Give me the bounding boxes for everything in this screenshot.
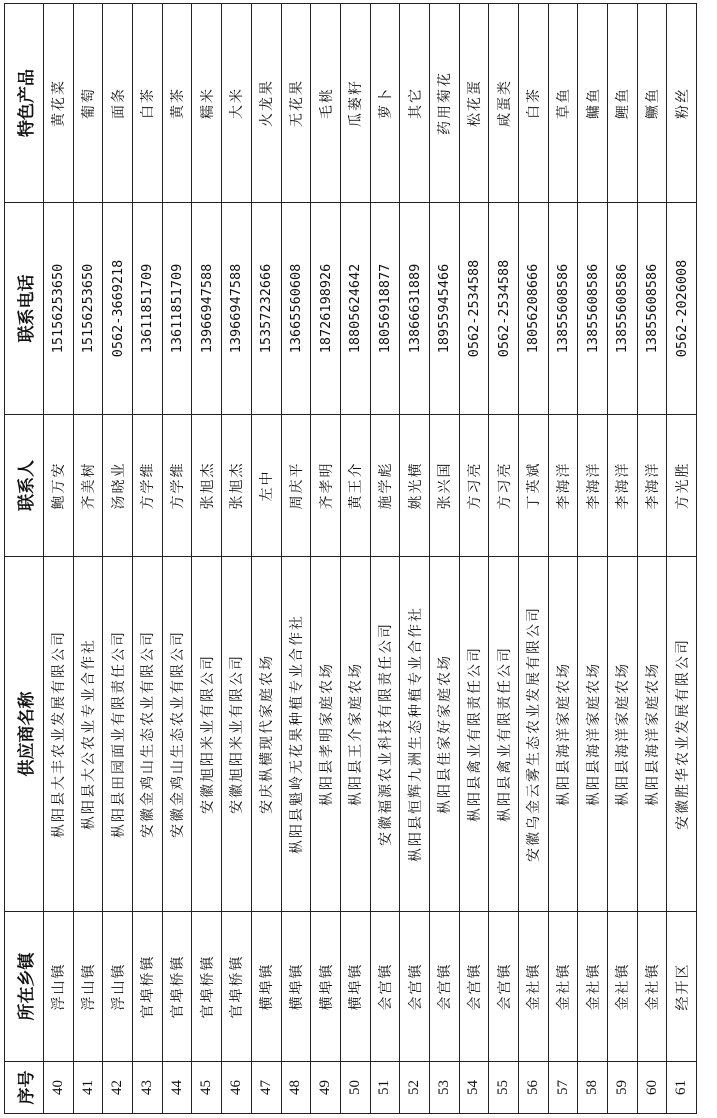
cell-township: 金社镇 — [637, 912, 667, 1062]
cell-phone: 0562-2026008 — [667, 203, 697, 415]
cell-contact: 方学维 — [133, 415, 163, 557]
cell-township: 横埠镇 — [311, 912, 341, 1062]
header-township: 所在乡镇 — [5, 912, 44, 1062]
cell-index: 45 — [192, 1062, 222, 1114]
cell-phone: 13866631889 — [400, 203, 430, 415]
table-row — [133, 4, 163, 1114]
table-row — [519, 4, 549, 1114]
cell-supplier: 安徽旭阳米业有限公司 — [192, 557, 222, 912]
cell-index: 56 — [519, 1062, 549, 1114]
cell-index: 46 — [222, 1062, 252, 1114]
cell-phone: 15156253650 — [73, 203, 103, 415]
cell-phone: 0562-3669218 — [103, 203, 133, 415]
cell-contact: 汤晓业 — [103, 415, 133, 557]
cell-index: 48 — [281, 1062, 311, 1114]
cell-product: 药用菊花 — [429, 4, 459, 203]
cell-supplier: 安徽旭阳米业有限公司 — [222, 557, 252, 912]
cell-township: 横埠镇 — [340, 912, 370, 1062]
table-row — [222, 4, 252, 1114]
cell-supplier: 枞阳县禽业有限责任公司 — [459, 557, 489, 912]
cell-index: 50 — [340, 1062, 370, 1114]
cell-contact: 施学彪 — [370, 415, 400, 557]
cell-supplier: 枞阳县海洋家庭农场 — [578, 557, 608, 912]
cell-product: 白茶 — [519, 4, 549, 203]
cell-product: 面条 — [103, 4, 133, 203]
cell-phone: 18726198926 — [311, 203, 341, 415]
cell-index: 57 — [548, 1062, 578, 1114]
table-row — [103, 4, 133, 1114]
header-supplier: 供应商名称 — [5, 557, 44, 912]
cell-index: 52 — [400, 1062, 430, 1114]
header-contact: 联系人 — [5, 415, 44, 557]
cell-contact: 李海洋 — [548, 415, 578, 557]
cell-phone: 13665560608 — [281, 203, 311, 415]
cell-index: 43 — [133, 1062, 163, 1114]
cell-contact: 方习亮 — [459, 415, 489, 557]
cell-index: 61 — [667, 1062, 697, 1114]
cell-contact: 李海洋 — [578, 415, 608, 557]
header-index: 序号 — [5, 1062, 44, 1114]
table-row — [548, 4, 578, 1114]
cell-township: 会宫镇 — [370, 912, 400, 1062]
cell-supplier: 安徽金鸡山生态农业有限公司 — [133, 557, 163, 912]
cell-supplier: 安徽胜华农业发展有限公司 — [667, 557, 697, 912]
cell-phone: 13855608586 — [548, 203, 578, 415]
cell-supplier: 枞阳县大公农业专业合作社 — [73, 557, 103, 912]
cell-index: 47 — [251, 1062, 281, 1114]
cell-phone: 18056208666 — [519, 203, 549, 415]
cell-product: 萝卜 — [370, 4, 400, 203]
header-product: 特色产品 — [5, 4, 44, 203]
cell-phone: 15357232666 — [251, 203, 281, 415]
table-row — [578, 4, 608, 1114]
cell-township: 官埠桥镇 — [162, 912, 192, 1062]
cell-product: 糯米 — [192, 4, 222, 203]
cell-supplier: 枞阳县恒辉九洲生态种植专业合作社 — [400, 557, 430, 912]
table-row — [400, 4, 430, 1114]
cell-township: 浮山镇 — [44, 912, 74, 1062]
cell-product: 毛桃 — [311, 4, 341, 203]
cell-contact: 周庆平 — [281, 415, 311, 557]
cell-phone: 13611851709 — [133, 203, 163, 415]
cell-supplier: 枞阳县禽业有限责任公司 — [489, 557, 519, 912]
cell-contact: 丁英斌 — [519, 415, 549, 557]
cell-index: 58 — [578, 1062, 608, 1114]
cell-contact: 方学维 — [162, 415, 192, 557]
header-row — [5, 4, 44, 1114]
cell-product: 咸蛋类 — [489, 4, 519, 203]
cell-contact: 张兴国 — [429, 415, 459, 557]
cell-product: 草鱼 — [548, 4, 578, 203]
cell-township: 金社镇 — [548, 912, 578, 1062]
cell-index: 53 — [429, 1062, 459, 1114]
cell-contact: 鲍万安 — [44, 415, 74, 557]
cell-township: 会宫镇 — [429, 912, 459, 1062]
table-row — [162, 4, 192, 1114]
cell-phone: 15156253650 — [44, 203, 74, 415]
cell-index: 49 — [311, 1062, 341, 1114]
cell-product: 黄花菜 — [44, 4, 74, 203]
cell-product: 白茶 — [133, 4, 163, 203]
cell-contact: 李海洋 — [608, 415, 638, 557]
cell-supplier: 枞阳县魁岭无花果种植专业合作社 — [281, 557, 311, 912]
cell-product: 火龙果 — [251, 4, 281, 203]
cell-phone: 18955945466 — [429, 203, 459, 415]
cell-product: 鲤鱼 — [608, 4, 638, 203]
cell-contact: 黄王介 — [340, 415, 370, 557]
cell-phone: 13966947588 — [192, 203, 222, 415]
cell-supplier: 枞阳县田园面业有限责任公司 — [103, 557, 133, 912]
cell-phone: 0562-2534588 — [459, 203, 489, 415]
cell-township: 会宫镇 — [400, 912, 430, 1062]
cell-township: 官埠桥镇 — [222, 912, 252, 1062]
cell-index: 54 — [459, 1062, 489, 1114]
cell-supplier: 枞阳县孝明家庭农场 — [311, 557, 341, 912]
cell-contact: 张旭杰 — [192, 415, 222, 557]
cell-index: 42 — [103, 1062, 133, 1114]
cell-index: 59 — [608, 1062, 638, 1114]
cell-index: 40 — [44, 1062, 74, 1114]
table-row — [281, 4, 311, 1114]
cell-index: 55 — [489, 1062, 519, 1114]
cell-township: 会宫镇 — [489, 912, 519, 1062]
cell-contact: 姚光横 — [400, 415, 430, 557]
table-row — [370, 4, 400, 1114]
cell-supplier: 安庆枞横现代家庭农场 — [251, 557, 281, 912]
supplier-table — [4, 3, 697, 1114]
table-row — [192, 4, 222, 1114]
cell-township: 会宫镇 — [459, 912, 489, 1062]
cell-phone: 13966947588 — [222, 203, 252, 415]
cell-supplier: 枞阳县海洋家庭农场 — [608, 557, 638, 912]
cell-product: 粉丝 — [667, 4, 697, 203]
table-row — [489, 4, 519, 1114]
cell-supplier: 枞阳县佳家好家庭农场 — [429, 557, 459, 912]
cell-contact: 张旭杰 — [222, 415, 252, 557]
cell-phone: 13611851709 — [162, 203, 192, 415]
cell-phone: 18805624642 — [340, 203, 370, 415]
table-row — [311, 4, 341, 1114]
cell-product: 无花果 — [281, 4, 311, 203]
table-row — [340, 4, 370, 1114]
cell-product: 瓜蒌籽 — [340, 4, 370, 203]
table-row — [608, 4, 638, 1114]
cell-supplier: 安徽乌金云雾生态农业发展有限公司 — [519, 557, 549, 912]
cell-product: 葡萄 — [73, 4, 103, 203]
cell-product: 鳜鱼 — [637, 4, 667, 203]
cell-phone: 13855608586 — [608, 203, 638, 415]
cell-township: 官埠桥镇 — [133, 912, 163, 1062]
cell-township: 横埠镇 — [251, 912, 281, 1062]
cell-supplier: 安徽福源农业科技有限责任公司 — [370, 557, 400, 912]
cell-phone: 13855608586 — [578, 203, 608, 415]
table-row — [459, 4, 489, 1114]
cell-township: 官埠桥镇 — [192, 912, 222, 1062]
cell-index: 41 — [73, 1062, 103, 1114]
cell-township: 金社镇 — [578, 912, 608, 1062]
cell-product: 鳙鱼 — [578, 4, 608, 203]
table-row — [73, 4, 103, 1114]
cell-product: 其它 — [400, 4, 430, 203]
cell-index: 51 — [370, 1062, 400, 1114]
cell-supplier: 安徽金鸡山生态农业有限公司 — [162, 557, 192, 912]
cell-contact: 方光胜 — [667, 415, 697, 557]
header-phone: 联系电话 — [5, 203, 44, 415]
cell-product: 黄茶 — [162, 4, 192, 203]
cell-index: 60 — [637, 1062, 667, 1114]
table-row — [251, 4, 281, 1114]
cell-supplier: 枞阳县王介家庭农场 — [340, 557, 370, 912]
cell-township: 经开区 — [667, 912, 697, 1062]
cell-township: 横埠镇 — [281, 912, 311, 1062]
cell-phone: 18056918877 — [370, 203, 400, 415]
cell-contact: 方习亮 — [489, 415, 519, 557]
cell-supplier: 枞阳县大丰农业发展有限公司 — [44, 557, 74, 912]
cell-contact: 齐美树 — [73, 415, 103, 557]
cell-contact: 左中 — [251, 415, 281, 557]
cell-index: 44 — [162, 1062, 192, 1114]
table-row — [429, 4, 459, 1114]
cell-supplier: 枞阳县海洋家庭农场 — [548, 557, 578, 912]
cell-township: 金社镇 — [608, 912, 638, 1062]
cell-township: 金社镇 — [519, 912, 549, 1062]
cell-township: 浮山镇 — [103, 912, 133, 1062]
cell-product: 松花蛋 — [459, 4, 489, 203]
table-row — [44, 4, 74, 1114]
cell-contact: 齐孝明 — [311, 415, 341, 557]
cell-township: 浮山镇 — [73, 912, 103, 1062]
table-body — [44, 4, 697, 1114]
cell-product: 大米 — [222, 4, 252, 203]
table-row — [637, 4, 667, 1114]
cell-phone: 0562-2534588 — [489, 203, 519, 415]
cell-supplier: 枞阳县海洋家庭农场 — [637, 557, 667, 912]
cell-phone: 13855608586 — [637, 203, 667, 415]
cell-contact: 李海洋 — [637, 415, 667, 557]
table-row — [667, 4, 697, 1114]
